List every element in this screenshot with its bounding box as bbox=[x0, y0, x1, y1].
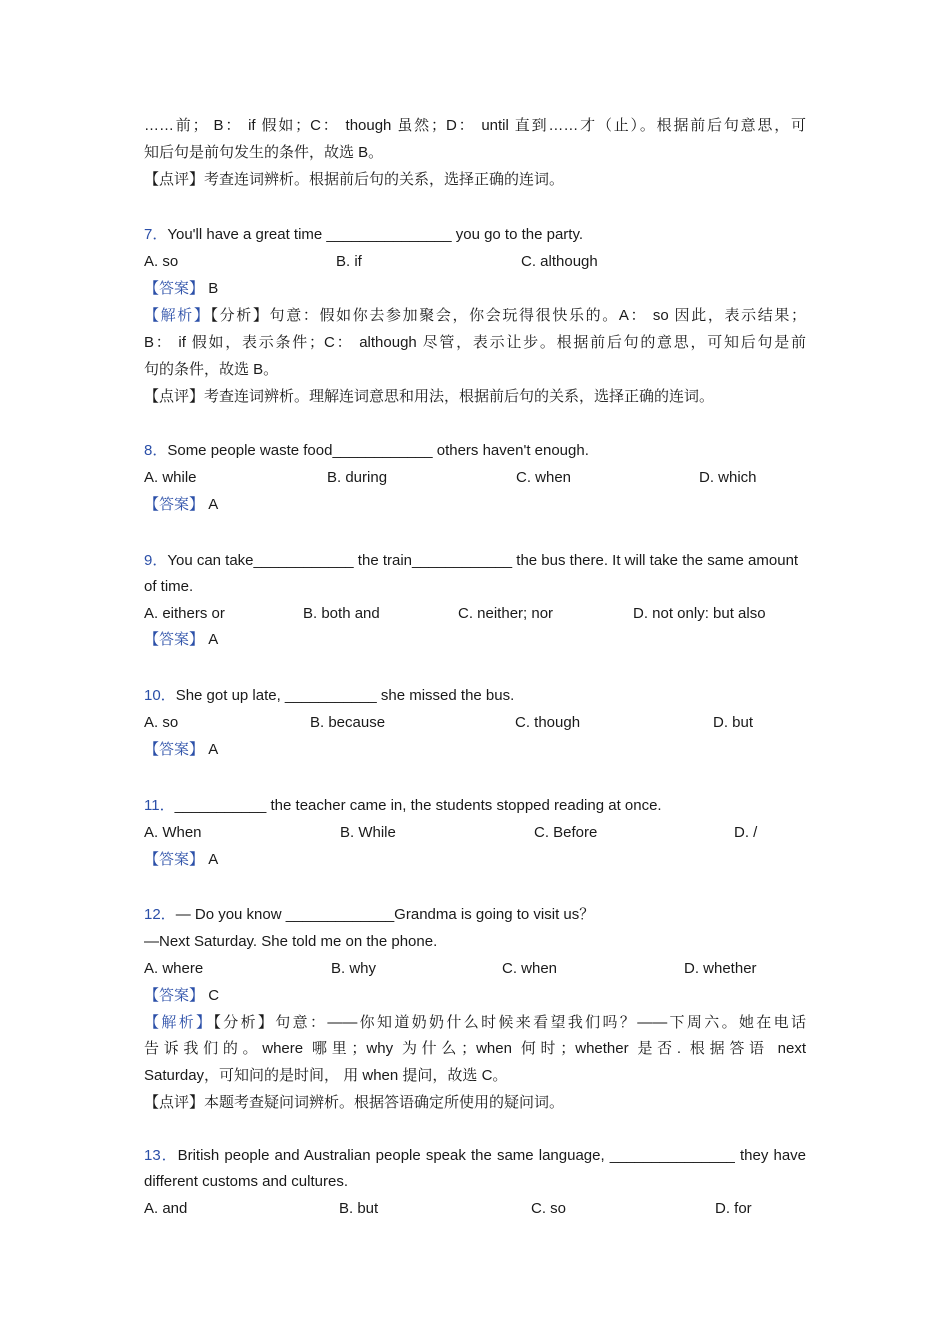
question-text: ___________ the teacher came in, the students stopped reading at once. bbox=[174, 797, 662, 814]
q8-option-c: C. when bbox=[516, 469, 572, 486]
question-8 bbox=[144, 441, 589, 461]
question-number: 12． bbox=[144, 906, 176, 923]
q12-option-a: A. where bbox=[144, 960, 204, 977]
question-text: Some people waste food____________ others haven't enough. bbox=[167, 442, 589, 459]
question-number: 13． bbox=[144, 1147, 178, 1164]
q7-option-b: B. if bbox=[336, 253, 362, 270]
answer-label: 【答案】 bbox=[144, 851, 205, 868]
answer-value: A bbox=[208, 496, 219, 513]
question-text: She got up late, ___________ she missed the bus. bbox=[175, 687, 515, 704]
q10-answer bbox=[144, 740, 218, 760]
analysis-text: 【分析】句意：——你知道奶奶什么时候来看望我们吗？——下周六。她在电话 bbox=[213, 1014, 806, 1031]
q9-option-a: A. eithers or bbox=[144, 605, 225, 622]
question-10 bbox=[144, 686, 514, 706]
q12-analysis-1 bbox=[144, 1013, 806, 1033]
q9-option-b: B. both and bbox=[303, 605, 380, 622]
answer-label: 【答案】 bbox=[144, 496, 205, 513]
q7-option-c: C. although bbox=[521, 253, 598, 270]
q9-option-c: C. neither; nor bbox=[458, 605, 554, 622]
q7-analysis-3: 句的条件，故选 B。 bbox=[144, 361, 279, 378]
answer-label: 【答案】 bbox=[144, 280, 205, 297]
question-text: British people and Australian people speak the same language, _______________ they have bbox=[177, 1147, 806, 1164]
q7-analysis-2: B： if 假如，表示条件；C： although 尽管，表示让步。根据前后句的意思，可知后句是前 bbox=[144, 334, 806, 351]
q7-analysis-1 bbox=[144, 306, 806, 326]
q8-option-a: A. while bbox=[144, 469, 197, 486]
q13-option-c: C. so bbox=[531, 1200, 567, 1217]
intro-line-2: 知后句是前句发生的条件，故选 B。 bbox=[144, 144, 384, 161]
intro-comment: 【点评】考查连词辨析。根据前后句的关系，选择正确的连词。 bbox=[144, 171, 565, 188]
q11-option-d: D. / bbox=[734, 824, 758, 841]
q12-comment: 【点评】本题考查疑问词辨析。根据答语确定所使用的疑问词。 bbox=[144, 1094, 565, 1111]
q11-option-c: C. Before bbox=[534, 824, 598, 841]
q8-option-b: B. during bbox=[327, 469, 388, 486]
question-12-line-2: —Next Saturday. She told me on the phone. bbox=[144, 933, 438, 950]
q10-option-a: A. so bbox=[144, 714, 179, 731]
answer-label: 【答案】 bbox=[144, 987, 205, 1004]
question-11 bbox=[144, 796, 662, 816]
answer-value: B bbox=[208, 280, 219, 297]
q12-analysis-3: Saturday，可知问的是时间， 用 when 提问，故选 C。 bbox=[144, 1067, 508, 1084]
q11-answer bbox=[144, 850, 218, 870]
answer-label: 【答案】 bbox=[144, 741, 205, 758]
question-13 bbox=[144, 1146, 806, 1166]
question-12 bbox=[144, 905, 594, 925]
answer-value: A bbox=[208, 631, 219, 648]
question-number: 11． bbox=[144, 797, 175, 814]
question-number: 8． bbox=[144, 442, 168, 459]
q10-option-d: D. but bbox=[713, 714, 754, 731]
q8-option-d: D. which bbox=[699, 469, 757, 486]
q12-option-b: B. why bbox=[331, 960, 377, 977]
analysis-label: 【解析】 bbox=[144, 1014, 214, 1031]
q7-comment: 【点评】考查连词辨析。理解连词意思和用法，根据前后句的关系，选择正确的连词。 bbox=[144, 388, 715, 405]
question-9 bbox=[144, 551, 798, 571]
q12-option-d: D. whether bbox=[684, 960, 757, 977]
q8-answer bbox=[144, 495, 218, 515]
q12-option-c: C. when bbox=[502, 960, 558, 977]
question-13-line-2: different customs and cultures. bbox=[144, 1173, 348, 1190]
answer-value: A bbox=[208, 851, 219, 868]
answer-value: C bbox=[208, 987, 220, 1004]
question-9-line-2: of time. bbox=[144, 578, 194, 595]
question-text: You can take____________ the train____________ the bus there. It will take the same amount bbox=[167, 552, 799, 569]
q10-option-b: B. because bbox=[310, 714, 386, 731]
question-number: 9． bbox=[144, 552, 168, 569]
q11-option-a: A. When bbox=[144, 824, 202, 841]
q10-option-c: C. though bbox=[515, 714, 581, 731]
q7-option-a: A. so bbox=[144, 253, 179, 270]
question-7 bbox=[144, 225, 583, 245]
question-text: You'll have a great time _______________ you go to the party. bbox=[167, 226, 584, 243]
q11-option-b: B. While bbox=[340, 824, 396, 841]
q12-answer bbox=[144, 986, 219, 1006]
q13-option-a: A. and bbox=[144, 1200, 188, 1217]
answer-label: 【答案】 bbox=[144, 631, 205, 648]
answer-value: A bbox=[208, 741, 219, 758]
q13-option-d: D. for bbox=[715, 1200, 752, 1217]
q7-answer bbox=[144, 279, 218, 299]
question-number: 7． bbox=[144, 226, 168, 243]
q12-analysis-2: 告诉我们的。where 哪里；why 为什么；when 何时；whether 是否. 根据答语 next bbox=[144, 1040, 806, 1057]
question-text: — Do you know _____________Grandma is going to visit us？ bbox=[175, 906, 595, 923]
analysis-label: 【解析】 bbox=[144, 307, 211, 324]
intro-line-1: ……前； B： if 假如；C： though 虽然；D： until 直到……才（止）。根据前后句意思，可 bbox=[144, 117, 806, 134]
q9-answer bbox=[144, 630, 218, 650]
question-number: 10． bbox=[144, 687, 176, 704]
q13-option-b: B. but bbox=[339, 1200, 379, 1217]
q9-option-d: D. not only: but also bbox=[633, 605, 766, 622]
analysis-text: 【分析】句意：假如你去参加聚会，你会玩得很快乐的。A： so 因此，表示结果； bbox=[210, 307, 806, 324]
